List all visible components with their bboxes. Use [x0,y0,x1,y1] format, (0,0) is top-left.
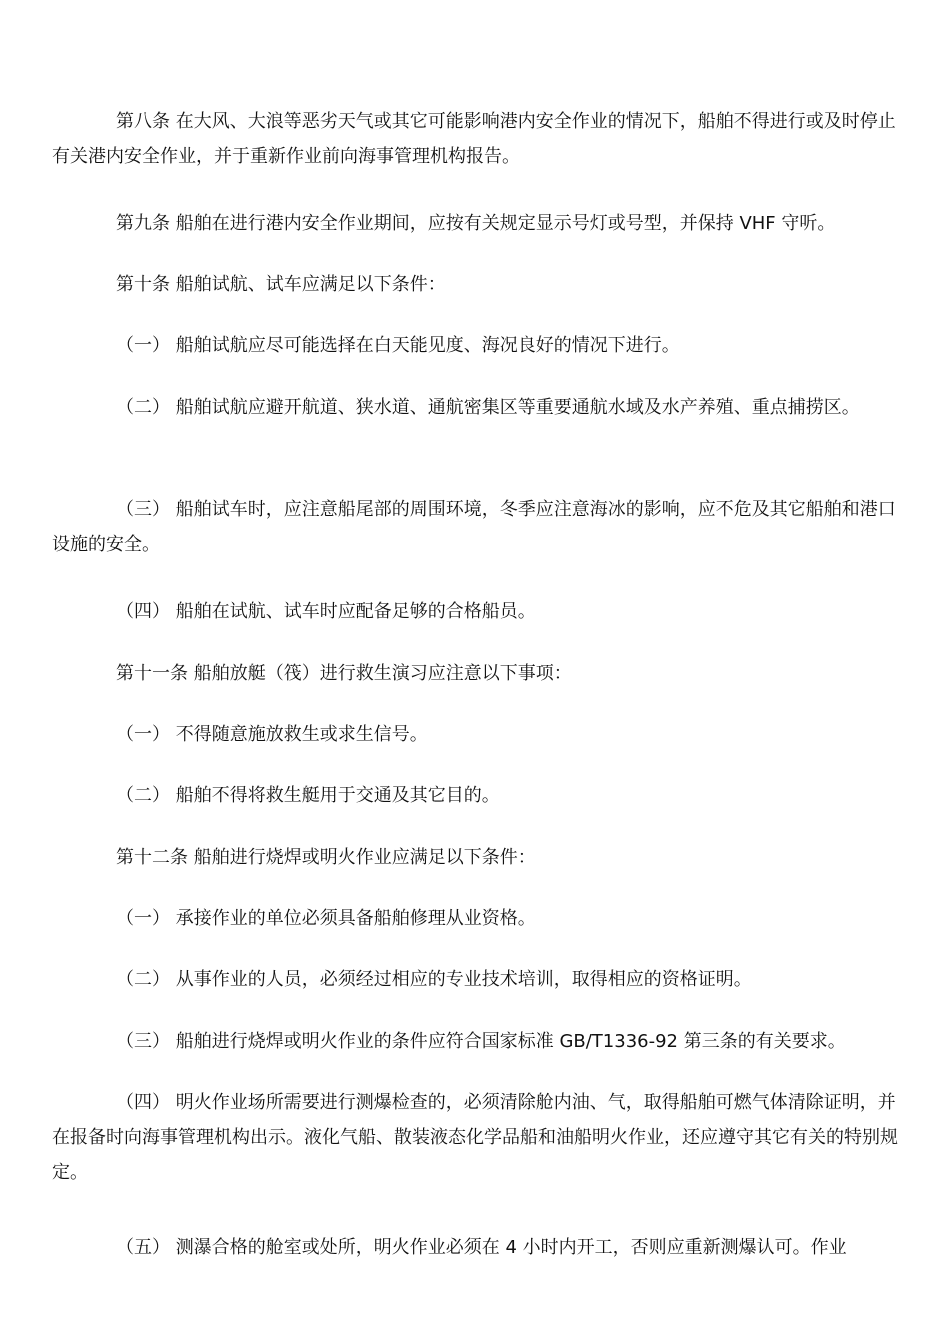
article-12-item-1: （一） 承接作业的单位必须具备船舶修理从业资格。 [116,908,536,929]
article-12-item-4: （四） 明火作业场所需要进行测爆检查的，必须清除舱内油、气，取得船舶可燃气体清除证明，并在报备时向海事管理机构出示。液化气船、散装液态化学品船和油船明火作业，还应遵守其它有关的特别规定。 [52,1092,898,1183]
article-10-item-4: （四） 船舶在试航、试车时应配备足够的合格船员。 [116,601,536,622]
article-12-item-2: （二） 从事作业的人员，必须经过相应的专业技术培训，取得相应的资格证明。 [116,969,752,990]
article-11-item-2: （二） 船舶不得将救生艇用于交通及其它目的。 [116,785,500,806]
article-10-item-1: （一） 船舶试航应尽可能选择在白天能见度、海况良好的情况下进行。 [116,335,680,356]
article-12-item-3: （三） 船舶进行烧焊或明火作业的条件应符合国家标准 GB/T1336-92 第三条的有关要求。 [116,1031,846,1052]
article-8-paragraph: 第八条 在大风、大浪等恶劣天气或其它可能影响港内安全作业的情况下，船舶不得进行或及时停止有关港内安全作业，并于重新作业前向海事管理机构报告。 [52,111,896,167]
article-10-item-2: （二） 船舶试航应避开航道、狭水道、通航密集区等重要通航水域及水产养殖、重点捕捞区。 [116,397,860,418]
article-9-paragraph: 第九条 船舶在进行港内安全作业期间，应按有关规定显示号灯或号型，并保持 VHF 守听。 [116,213,836,234]
article-12-heading: 第十二条 船舶进行烧焊或明火作业应满足以下条件： [116,847,536,868]
article-11-heading: 第十一条 船舶放艇（筏）进行救生演习应注意以下事项： [116,663,572,684]
article-12-item-5: （五） 测瀑合格的舱室或处所，明火作业必须在 4 小时内开工，否则应重新测爆认可。作业 [116,1237,847,1258]
article-11-item-1: （一） 不得随意施放救生或求生信号。 [116,724,428,745]
article-10-heading: 第十条 船舶试航、试车应满足以下条件： [116,274,446,295]
article-10-item-3: （三） 船舶试车时，应注意船尾部的周围环境，冬季应注意海冰的影响，应不危及其它船舶和港口设施的安全。 [52,499,896,555]
